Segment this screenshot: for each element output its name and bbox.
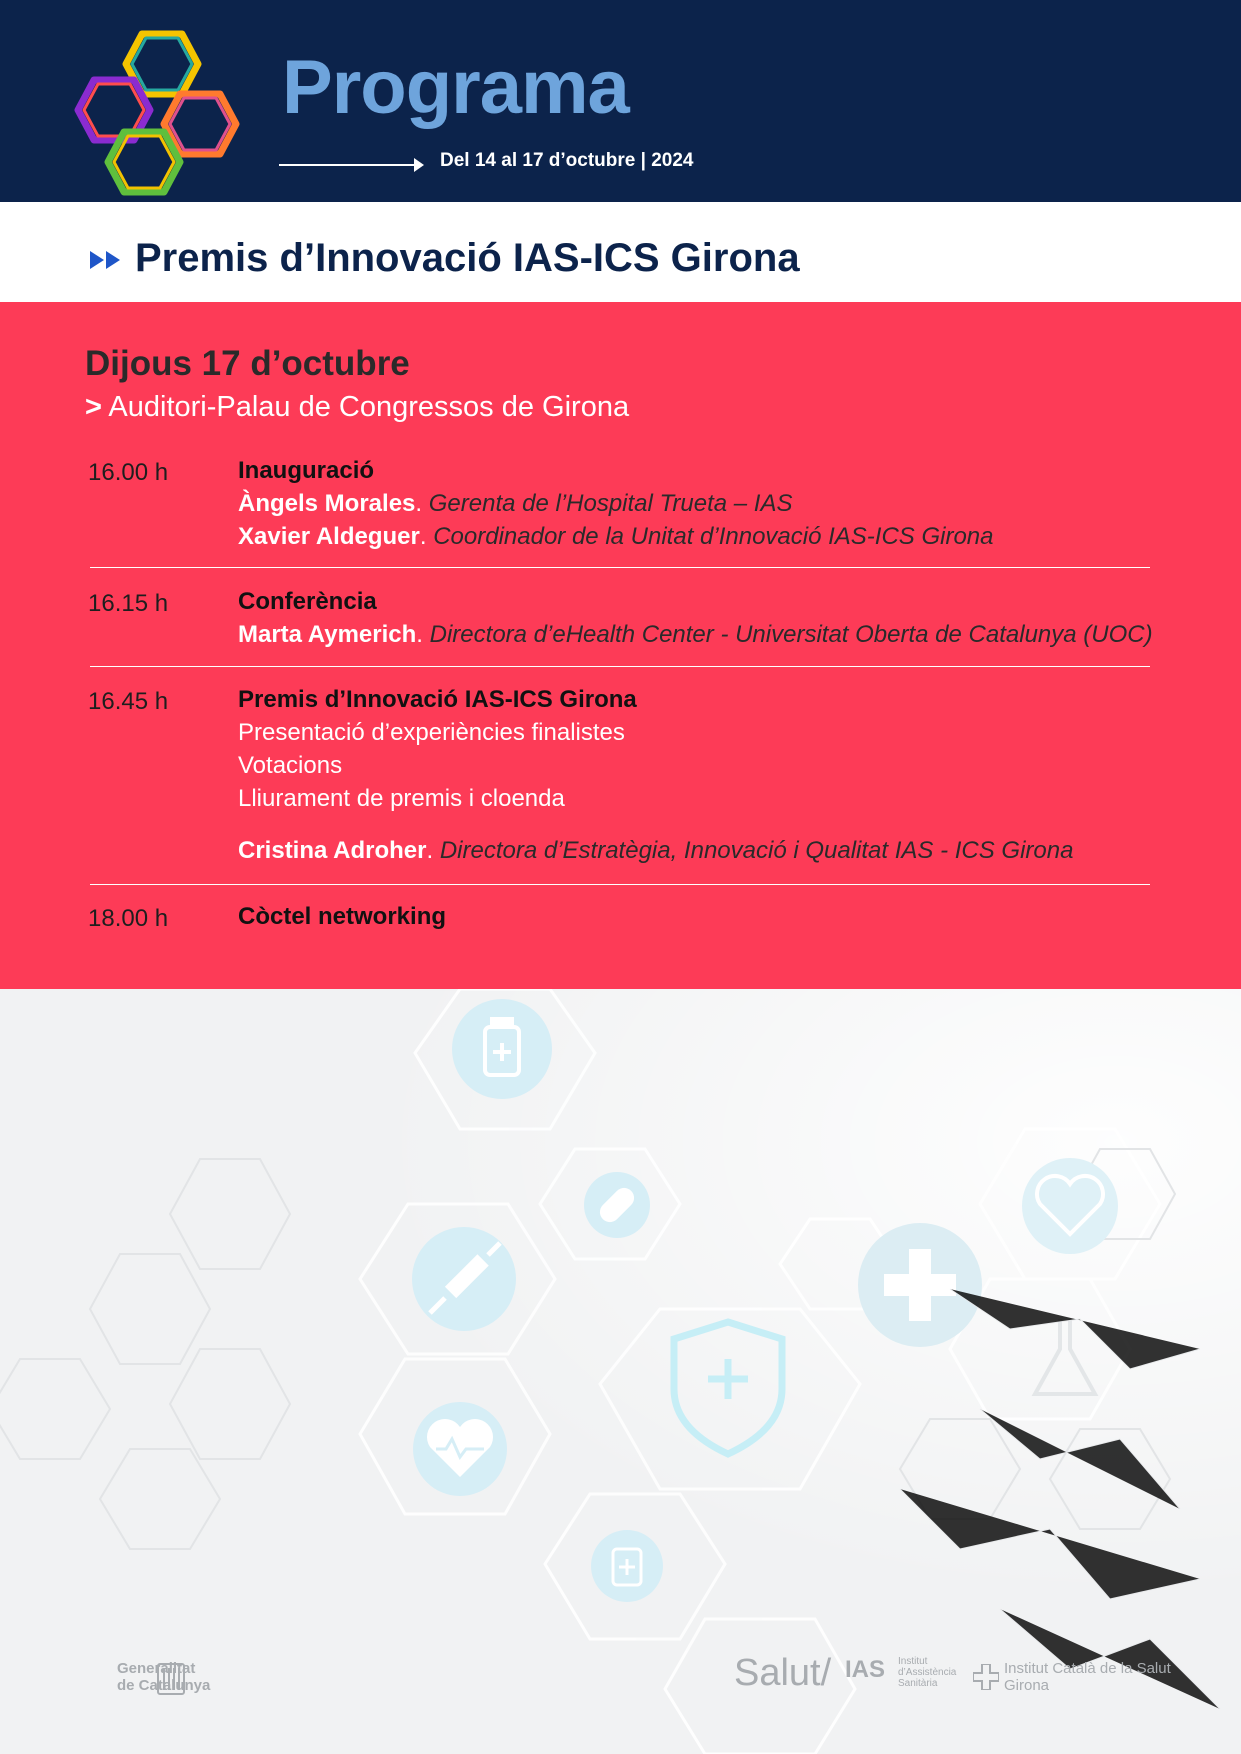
generalitat-logo-text <box>117 1660 210 1694</box>
schedule-time: 16.15 h <box>88 590 169 617</box>
ics-line: Institut Català de la Salut <box>1004 1660 1171 1677</box>
schedule-time: 16.00 h <box>88 459 169 486</box>
bandage-icon <box>584 1172 650 1238</box>
schedule-time: 16.45 h <box>88 688 169 715</box>
section-header <box>0 202 1241 302</box>
program-line: Lliurament de premis i cloenda <box>238 785 565 812</box>
page-title: Programa <box>282 45 629 130</box>
schedule-item <box>238 454 994 553</box>
schedule-title: Còctel networking <box>238 903 447 930</box>
divider <box>90 666 1150 667</box>
generalitat-line: Generalitat <box>117 1660 196 1677</box>
schedule-title: Conferència <box>238 588 377 615</box>
schedule-item <box>238 683 1073 867</box>
logo-hexagons-icon <box>70 28 270 218</box>
program-panel <box>0 302 1241 989</box>
generalitat-line: de Catalunya <box>117 1677 211 1694</box>
venue-name: Auditori-Palau de Congressos de Girona <box>108 391 630 423</box>
day-heading: Dijous 17 d’octubre <box>85 344 410 383</box>
section-title: Premis d’Innovació IAS-ICS Girona <box>135 236 800 280</box>
ias-line: d’Assistència <box>898 1667 957 1678</box>
arrow-line <box>279 164 419 166</box>
ics-logo-text <box>1004 1660 1171 1694</box>
medical-background <box>0 989 1241 1754</box>
speaker-role: Directora d’Estratègia, Innovació i Qualitat IAS - ICS Girona <box>439 837 1074 864</box>
schedule-title: Premis d’Innovació IAS-ICS Girona <box>238 686 637 713</box>
speaker-line: Àngels Morales. Gerenta de l’Hospital Trueta – IAS <box>238 490 793 517</box>
salut-logo-text: Salut/ <box>734 1652 832 1694</box>
speaker-role: Gerenta de l’Hospital Trueta – IAS <box>428 490 793 517</box>
ias-logo-text: IAS <box>845 1656 886 1683</box>
double-play-icon <box>106 251 120 269</box>
speaker-line: Cristina Adroher. Directora d’Estratègia, Innovació i Qualitat IAS - ICS Girona <box>238 837 1074 864</box>
venue-line <box>85 391 629 424</box>
ias-line: Sanitària <box>898 1678 938 1689</box>
header-banner <box>0 0 1241 202</box>
venue-marker: > <box>85 391 102 423</box>
medicine-bottle-icon <box>591 1530 663 1602</box>
speaker-name: Marta Aymerich <box>238 621 417 648</box>
speaker-line: Xavier Aldeguer. Coordinador de la Unitat d’Innovació IAS-ICS Girona <box>238 523 994 550</box>
speaker-name: Xavier Aldeguer <box>238 523 420 550</box>
speaker-role: Directora d’eHealth Center - Universitat Oberta de Catalunya (UOC) <box>429 621 1153 648</box>
ias-full-name <box>898 1656 956 1689</box>
schedule-title: Inauguració <box>238 457 375 484</box>
divider <box>90 567 1150 568</box>
heart-pulse-icon <box>1022 1158 1118 1254</box>
program-line: Votacions <box>238 752 343 779</box>
schedule-time: 18.00 h <box>88 905 169 932</box>
double-play-icon <box>90 251 104 269</box>
arrow-head-icon <box>414 158 424 172</box>
medicine-bottle-icon <box>452 999 552 1099</box>
ics-cross-icon <box>973 1664 999 1690</box>
ias-line: Institut <box>898 1656 928 1667</box>
medical-cross-icon <box>858 1223 982 1347</box>
syringe-icon <box>412 1227 516 1331</box>
speaker-line: Marta Aymerich. Directora d’eHealth Center - Universitat Oberta de Catalunya (UOC) <box>238 621 1153 648</box>
schedule-item <box>238 585 1153 651</box>
program-line: Presentació d’experiències finalistes <box>238 719 625 746</box>
event-dates: Del 14 al 17 d’octubre | 2024 <box>440 150 694 171</box>
ics-line: Girona <box>1004 1677 1050 1694</box>
divider <box>90 884 1150 885</box>
speaker-name: Àngels Morales <box>238 490 416 517</box>
heart-pulse-icon <box>413 1402 507 1496</box>
speaker-role: Coordinador de la Unitat d’Innovació IAS-ICS Girona <box>433 523 994 550</box>
speaker-name: Cristina Adroher <box>238 837 427 864</box>
schedule-item <box>238 900 446 933</box>
